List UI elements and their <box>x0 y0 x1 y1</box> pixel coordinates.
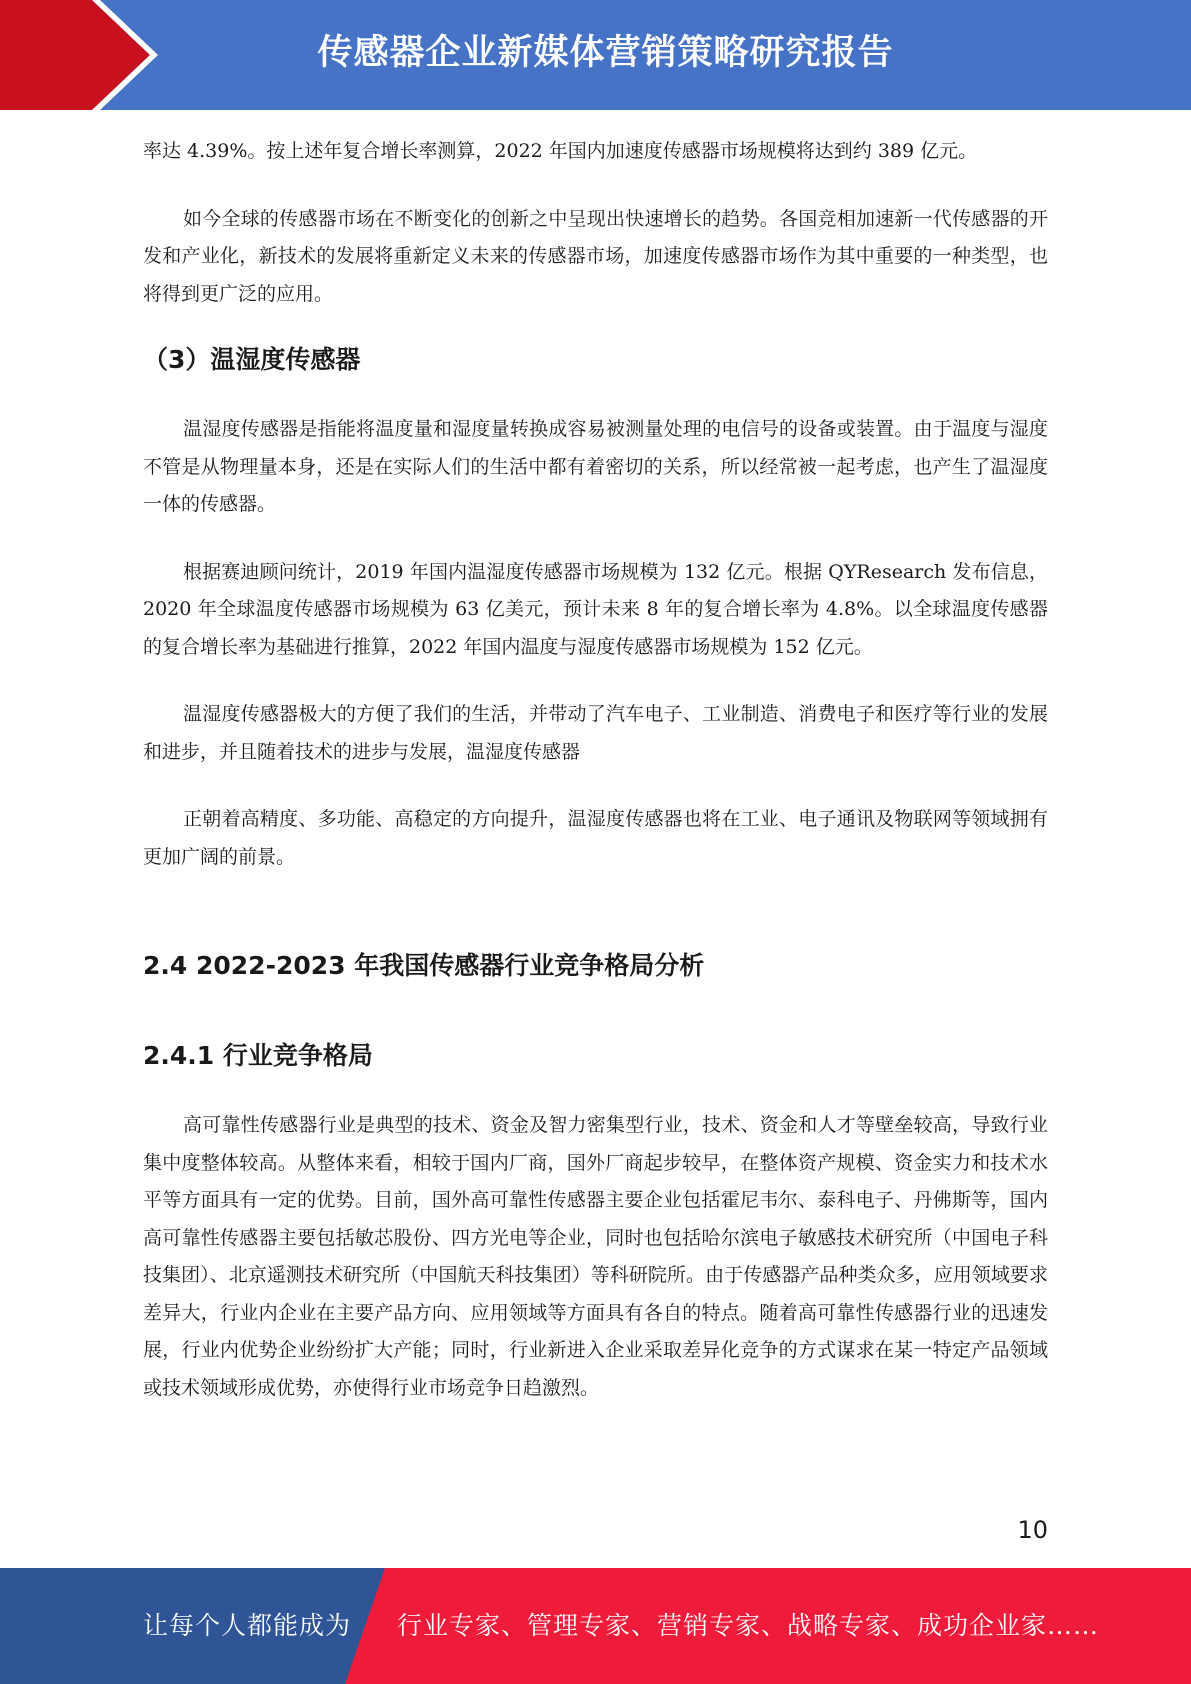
paragraph: 如今全球的传感器市场在不断变化的创新之中呈现出快速增长的趋势。各国竞相加速新一代传感器的开发和产业化，新技术的发展将重新定义未来的传感器市场，加速度传感器市场作为其中重要的一种类型，也将得到更广泛的应用。 <box>143 207 1048 305</box>
subsection-heading-competition-landscape: 2.4.1 行业竞争格局 <box>143 1041 373 1070</box>
paragraph: 根据赛迪顾问统计，2019 年国内温湿度传感器市场规模为 132 亿元。根据 QYResearch 发布信息，2020 年全球温度传感器市场规模为 63 亿美元，预计未来 8 年的复合增长率为 4.8%。以全球温度传感器的复合增长率为基础进行推算，2022 年国内温度与湿度传感器市场规模为 152 亿元。 <box>143 560 1048 658</box>
footer-slogan-left: 让每个人都能成为 <box>143 1611 352 1640</box>
paragraph: 温湿度传感器是指能将温度量和湿度量转换成容易被测量处理的电信号的设备或装置。由于温度与湿度不管是从物理量本身，还是在实际人们的生活中都有着密切的关系，所以经常被一起考虑，也产生了温湿度一体的传感器。 <box>143 418 1048 515</box>
page-number: 10 <box>1017 1516 1048 1544</box>
page-footer <box>0 1568 1191 1684</box>
section-heading-temperature-humidity: （3）温湿度传感器 <box>143 345 361 374</box>
page-header <box>0 0 1191 110</box>
report-title: 传感器企业新媒体营销策略研究报告 <box>317 33 894 73</box>
paragraph: 高可靠性传感器行业是典型的技术、资金及智力密集型行业，技术、资金和人才等壁垒较高，导致行业集中度整体较高。从整体来看，相较于国内厂商，国外厂商起步较早，在整体资产规模、资金实力和技术水平等方面具有一定的优势。目前，国外高可靠性传感器主要企业包括霍尼韦尔、泰科电子、丹佛斯等，国内高可靠性传感器主要包括敏芯股份、四方光电等企业，同时也包括哈尔滨电子敏感技术研究所（中国电子科技集团）、北京遥测技术研究所（中国航天科技集团）等科研院所。由于传感器产品种类众多，应用领域要求差异大，行业内企业在主要产品方向、应用领域等方面具有各自的特点。随着高可靠性传感器行业的迅速发展，行业内优势企业纷纷扩大产能；同时，行业新进入企业采取差异化竞争的方式谋求在某一特定产品领域或技术领域形成优势，亦使得行业市场竞争日趋激烈。 <box>143 1114 1048 1399</box>
paragraph: 正朝着高精度、多功能、高稳定的方向提升，温湿度传感器也将在工业、电子通讯及物联网等领域拥有更加广阔的前景。 <box>143 808 1048 868</box>
paragraph: 率达 4.39%。按上述年复合增长率测算，2022 年国内加速度传感器市场规模将达到约 389 亿元。 <box>143 140 978 162</box>
section-heading-competition: 2.4 2022-2023 年我国传感器行业竞争格局分析 <box>143 951 705 980</box>
paragraph: 温湿度传感器极大的方便了我们的生活，并带动了汽车电子、工业制造、消费电子和医疗等行业的发展和进步，并且随着技术的进步与发展，温湿度传感器 <box>143 703 1048 763</box>
footer-slogan-right: 行业专家、管理专家、营销专家、战略专家、成功企业家…… <box>397 1611 1100 1640</box>
document-body <box>143 133 1048 1407</box>
